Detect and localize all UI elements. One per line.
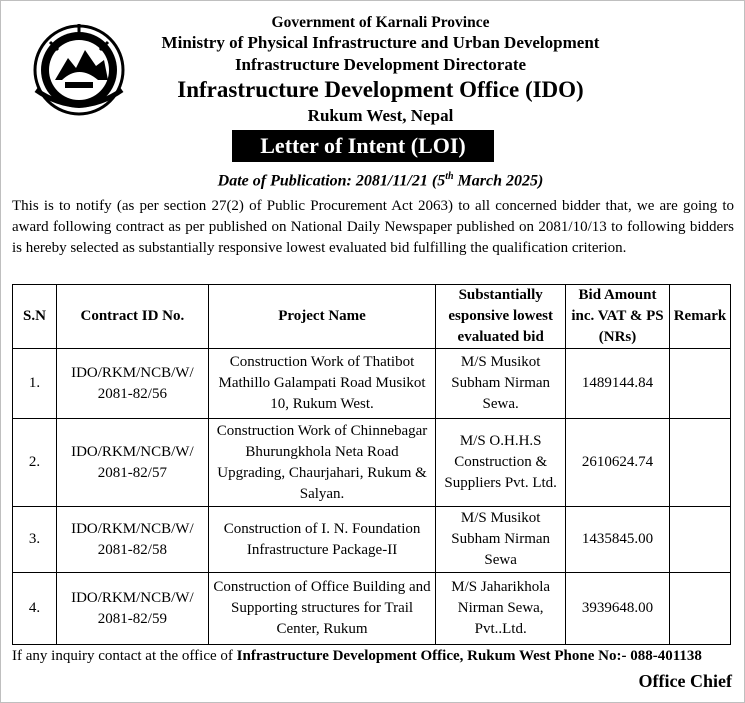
header-sn: S.N	[13, 285, 57, 349]
bid-table	[12, 284, 731, 645]
cell-bid-amount: 2610624.74	[566, 419, 670, 507]
intro-paragraph: This is to notify (as per section 27(2) of Public Procurement Act 2063) to all concerned bidder that, we are going to award following contract as per published on National Daily Newspaper published on 2081/10/13 to following bidders is hereby selected as substantially responsive lowest evaluated bid fulfilling the qualification criterion.	[12, 198, 734, 256]
cell-bidder: M/S Musikot Subham Nirman Sewa.	[436, 349, 566, 419]
directorate-name: Infrastructure Development Directorate	[234, 55, 527, 74]
office-location: Rukum West, Nepal	[307, 106, 454, 125]
publication-date-tail: March 2025)	[453, 172, 544, 190]
cell-contract-id: IDO/RKM/NCB/W/ 2081-82/58	[56, 507, 208, 573]
signatory: Office Chief	[638, 671, 732, 691]
cell-sn: 2.	[13, 419, 57, 507]
header-bidder: Substantially esponsive lowest evaluated bid	[436, 285, 566, 349]
cell-project-name: Construction Work of Chinnebagar Bhurungkhola Neta Road Upgrading, Chaurjahari, Rukum & Salyan.	[208, 419, 435, 507]
cell-remark	[669, 507, 730, 573]
cell-remark	[669, 419, 730, 507]
ministry-name: Ministry of Physical Infrastructure and Urban Development	[161, 33, 600, 52]
header-contract-id: Contract ID No.	[56, 285, 208, 349]
office-name: Infrastructure Development Office (IDO)	[177, 77, 584, 102]
cell-remark	[669, 573, 730, 645]
inquiry-line	[12, 648, 734, 665]
cell-bid-amount: 3939648.00	[566, 573, 670, 645]
cell-remark	[669, 349, 730, 419]
publication-date-sup: th	[445, 171, 454, 182]
table-row	[13, 573, 731, 645]
header-bid-amount: Bid Amount inc. VAT & PS (NRs)	[566, 285, 670, 349]
table-header-row	[13, 285, 731, 349]
government-name: Government of Karnali Province	[271, 14, 490, 31]
header-project-name: Project Name	[208, 285, 435, 349]
publication-date	[8, 171, 745, 190]
cell-contract-id: IDO/RKM/NCB/W/ 2081-82/56	[56, 349, 208, 419]
publication-date-main: Date of Publication: 2081/11/21 (5	[217, 172, 446, 190]
cell-bid-amount: 1435845.00	[566, 507, 670, 573]
inquiry-contact: Infrastructure Development Office, Rukum West Phone No:- 088-401138	[236, 648, 702, 664]
cell-bidder: M/S O.H.H.S Construction & Suppliers Pvt. Ltd.	[436, 419, 566, 507]
table-row	[13, 507, 731, 573]
cell-bidder: M/S Jaharikhola Nirman Sewa, Pvt..Ltd.	[436, 573, 566, 645]
cell-project-name: Construction of I. N. Foundation Infrastructure Package-II	[208, 507, 435, 573]
cell-contract-id: IDO/RKM/NCB/W/ 2081-82/59	[56, 573, 208, 645]
cell-sn: 4.	[13, 573, 57, 645]
table-row	[13, 419, 731, 507]
inquiry-prefix: If any inquiry contact at the office of	[12, 648, 237, 664]
cell-project-name: Construction of Office Building and Supporting structures for Trail Center, Rukum	[208, 573, 435, 645]
cell-bid-amount: 1489144.84	[566, 349, 670, 419]
cell-project-name: Construction Work of Thatibot Mathillo Galampati Road Musikot 10, Rukum West.	[208, 349, 435, 419]
cell-sn: 1.	[13, 349, 57, 419]
cell-contract-id: IDO/RKM/NCB/W/ 2081-82/57	[56, 419, 208, 507]
table-row	[13, 349, 731, 419]
cell-sn: 3.	[13, 507, 57, 573]
cell-bidder: M/S Musikot Subham Nirman Sewa	[436, 507, 566, 573]
loi-title: Letter of Intent (LOI)	[232, 130, 494, 162]
header-remark: Remark	[669, 285, 730, 349]
